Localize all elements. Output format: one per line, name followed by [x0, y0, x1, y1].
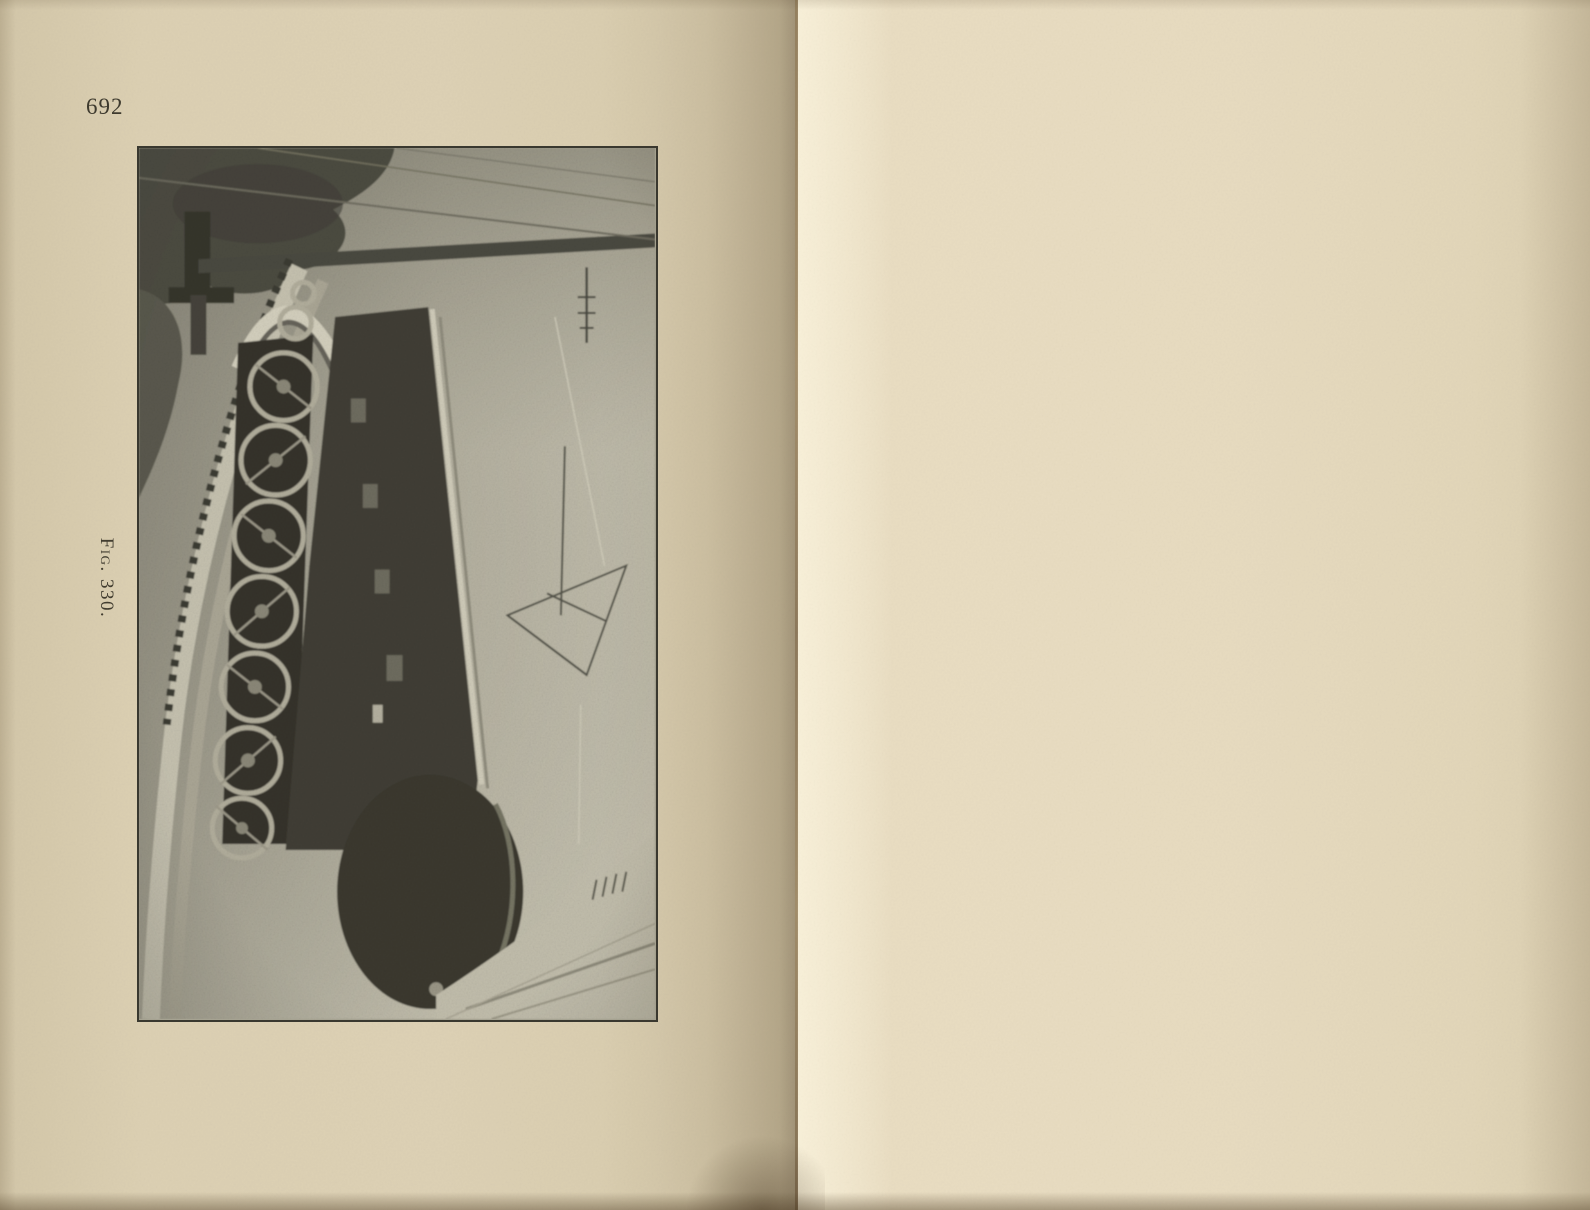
figure-caption: Fig. 330.: [96, 537, 117, 619]
figure-330-frame: [137, 146, 658, 1022]
locomotive-photo: [139, 148, 655, 1019]
page-number-left: 692: [86, 94, 124, 119]
page-right: [797, 0, 1590, 1210]
